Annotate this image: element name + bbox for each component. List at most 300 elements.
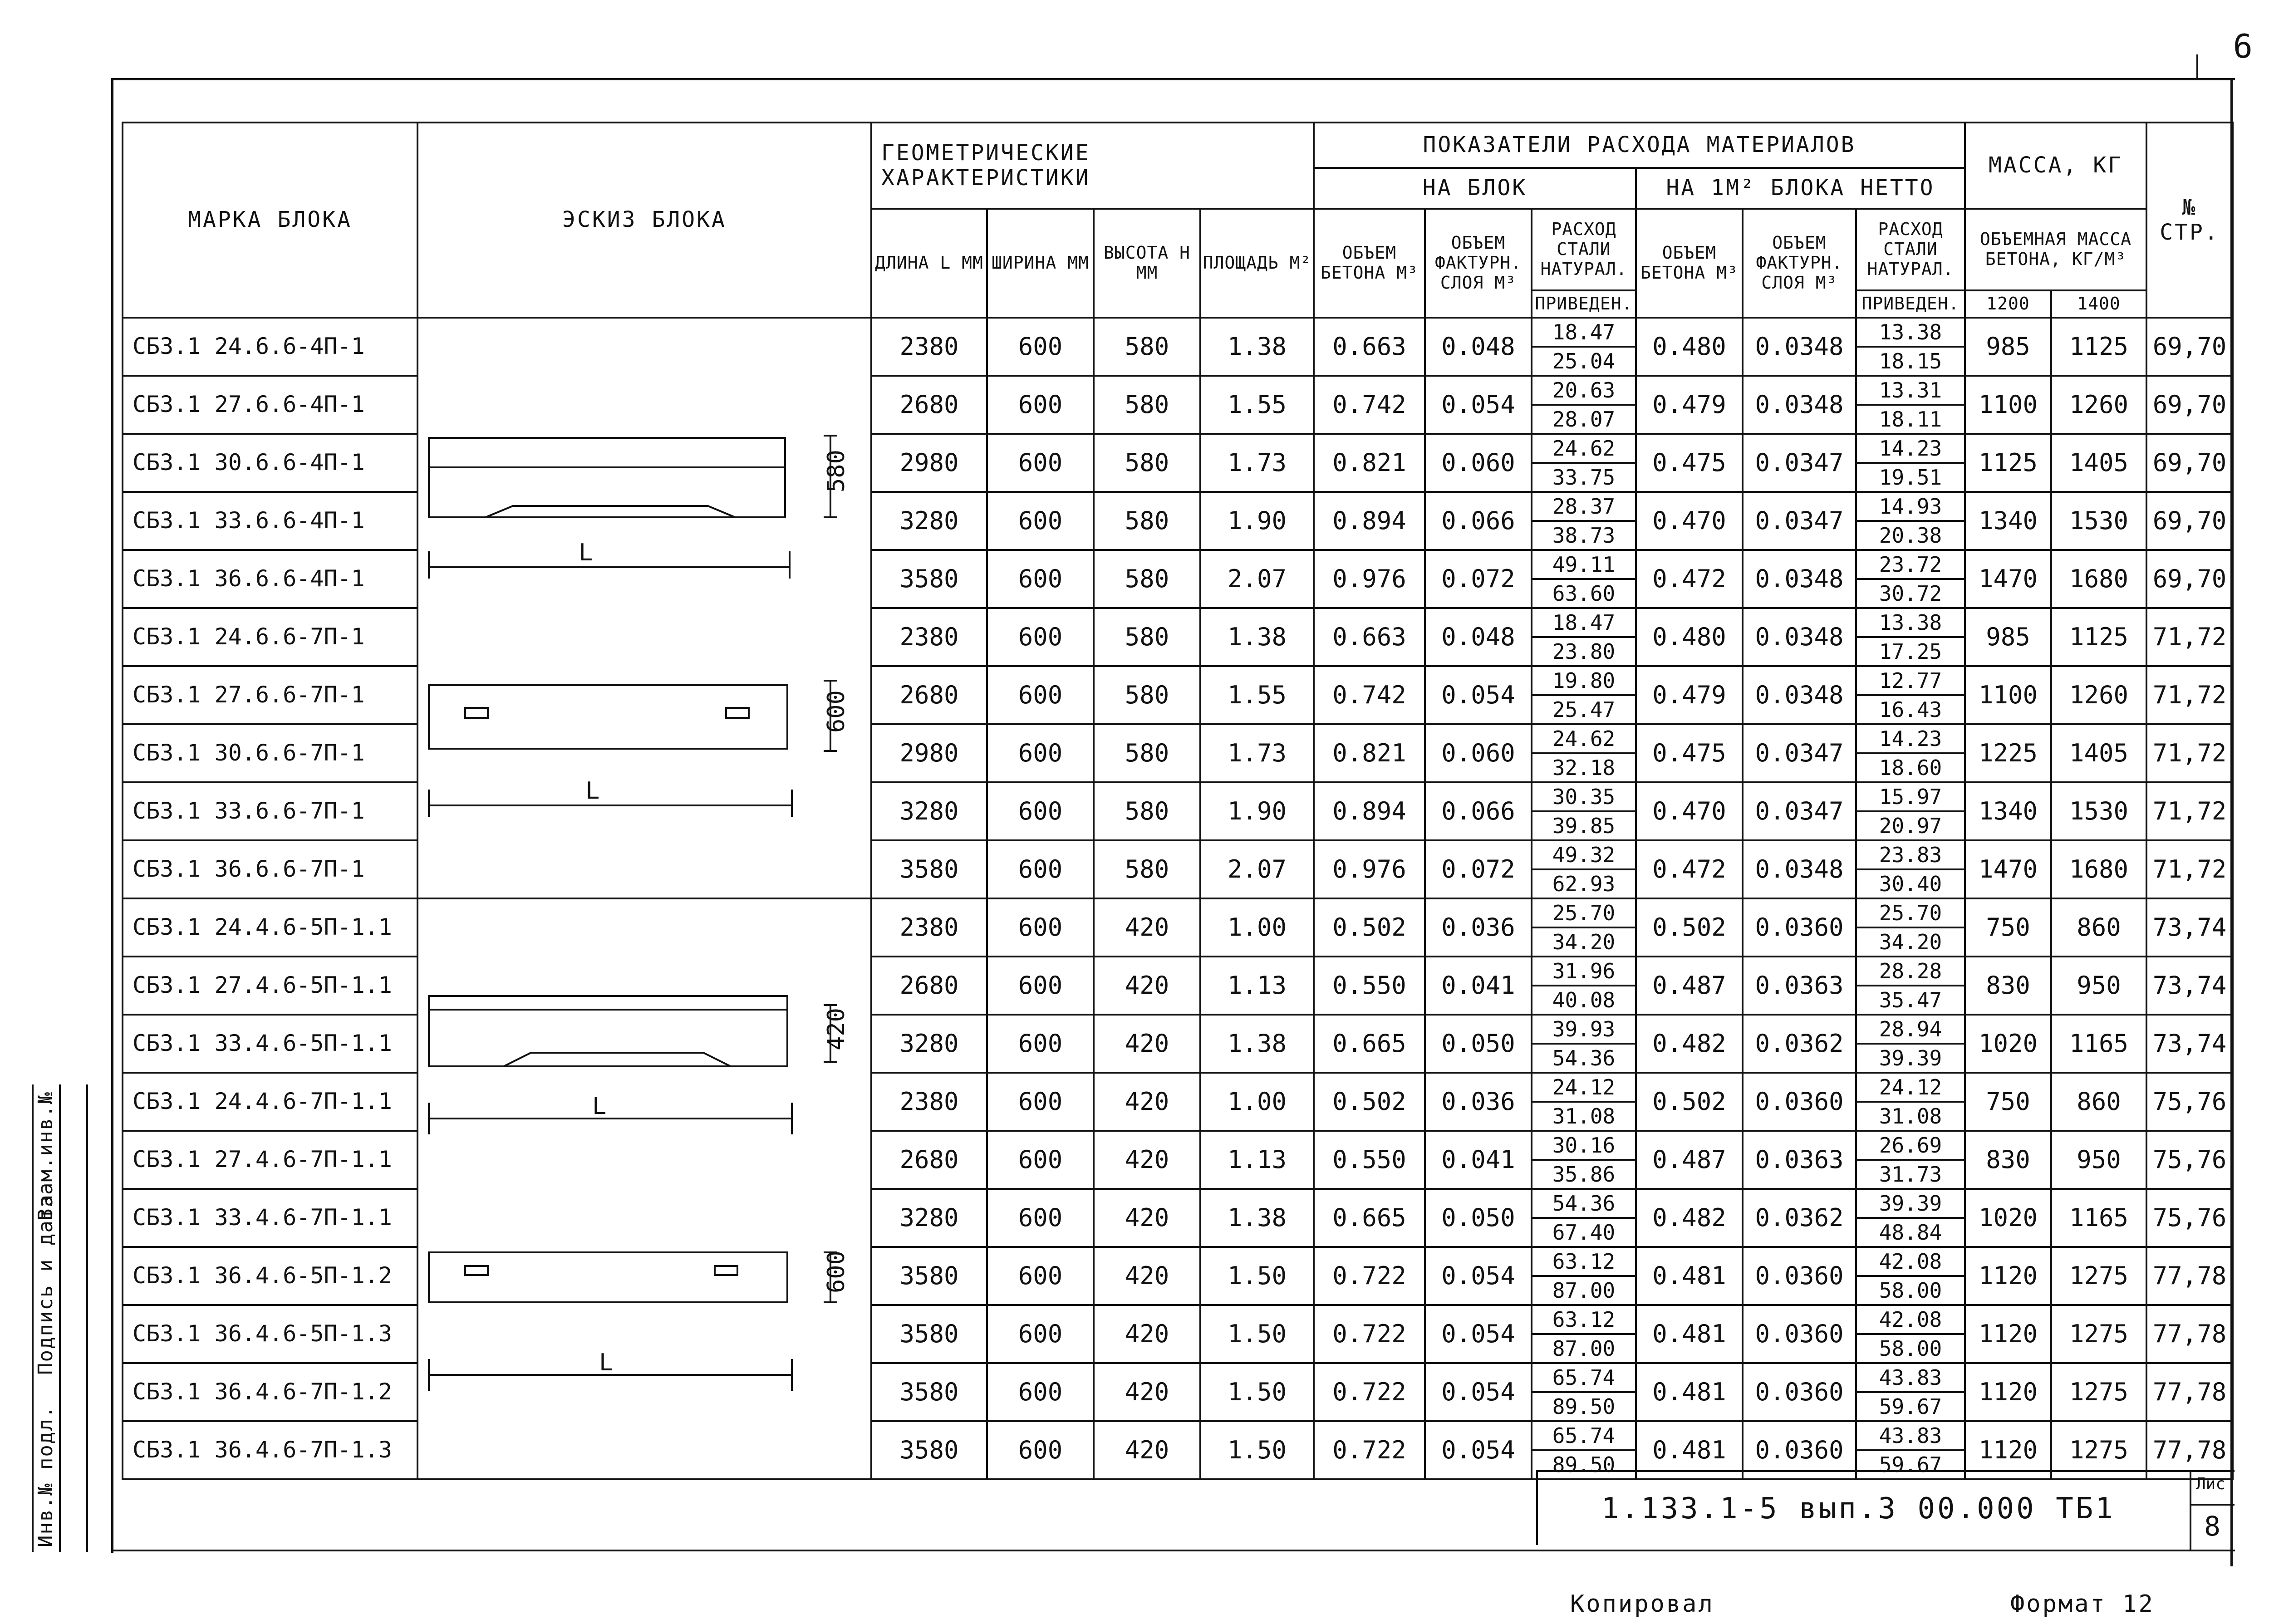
cell-mark: СБ3.1 27.6.6-7П-1 [123, 666, 417, 724]
cell-fv: 0.050 [1425, 1015, 1532, 1073]
steel-m2-cell [1856, 666, 1965, 724]
cell-pg: 71,72 [2146, 666, 2233, 724]
cell-fv: 0.036 [1425, 898, 1532, 957]
cell-cv2: 0.475 [1636, 724, 1743, 782]
cell-w: 600 [987, 1305, 1094, 1363]
cell-sr2: 31.73 [1879, 1162, 1942, 1187]
cell-sr: 87.00 [1552, 1336, 1616, 1361]
steel-m2-cell [1856, 1073, 1965, 1131]
cell-mark: СБ3.1 24.6.6-4П-1 [123, 318, 417, 376]
cell-mark: СБ3.1 36.6.6-4П-1 [123, 550, 417, 608]
cell-len: 2380 [871, 898, 987, 957]
cell-pg: 77,78 [2146, 1247, 2233, 1305]
cell-fv2: 0.0348 [1743, 608, 1856, 666]
cell-h: 580 [1094, 492, 1200, 550]
cell-sr2: 18.11 [1879, 407, 1942, 432]
cell-sr2: 20.38 [1879, 523, 1942, 548]
cell-sn2: 13.31 [1857, 377, 1964, 405]
cell-sr2: 18.15 [1879, 348, 1942, 373]
cell-fv: 0.048 [1425, 318, 1532, 376]
cell-sr: 32.18 [1552, 755, 1616, 780]
cell-sr: 62.93 [1552, 871, 1616, 896]
cell-sr: 28.07 [1552, 407, 1616, 432]
cell-m2: 1125 [2051, 608, 2146, 666]
dim-600b: 600 [823, 1251, 850, 1293]
cell-mark: СБ3.1 30.6.6-4П-1 [123, 434, 417, 492]
cell-fv: 0.066 [1425, 782, 1532, 840]
cell-cv2: 0.472 [1636, 840, 1743, 898]
cell-m1: 1100 [1965, 666, 2051, 724]
sheet-format: Формат 12 [2010, 1590, 2155, 1618]
cell-pg: 75,76 [2146, 1073, 2233, 1131]
cell-cv2: 0.480 [1636, 608, 1743, 666]
cell-sr: 87.00 [1552, 1278, 1616, 1303]
cell-m2: 1165 [2051, 1189, 2146, 1247]
steel-block-cell [1532, 376, 1636, 434]
cell-w: 600 [987, 724, 1094, 782]
cell-area: 1.13 [1200, 1131, 1314, 1189]
steel-block-cell [1532, 318, 1636, 376]
cell-cv2: 0.470 [1636, 492, 1743, 550]
cell-area: 2.07 [1200, 840, 1314, 898]
cell-h: 420 [1094, 898, 1200, 957]
cell-cv2: 0.482 [1636, 1189, 1743, 1247]
cell-fv: 0.054 [1425, 666, 1532, 724]
hdr-fact-vol-m2: ОБЪЕМ ФАКТУРН. СЛОЯ М³ [1743, 209, 1856, 318]
steel-block-cell [1532, 434, 1636, 492]
cell-sr: 89.50 [1552, 1394, 1616, 1419]
cell-m2: 1260 [2051, 376, 2146, 434]
cell-pg: 69,70 [2146, 376, 2233, 434]
cell-m1: 1340 [1965, 782, 2051, 840]
cell-cv: 0.976 [1314, 550, 1425, 608]
frame-top [111, 78, 2235, 80]
cell-sn: 24.12 [1532, 1074, 1635, 1102]
cell-w: 600 [987, 1421, 1094, 1479]
cell-area: 1.55 [1200, 376, 1314, 434]
cell-area: 1.50 [1200, 1421, 1314, 1479]
cell-cv2: 0.481 [1636, 1305, 1743, 1363]
cell-sn: 39.93 [1532, 1016, 1635, 1044]
cell-cv2: 0.481 [1636, 1247, 1743, 1305]
cell-sn2: 23.83 [1857, 841, 1964, 869]
cell-m2: 1530 [2051, 492, 2146, 550]
cell-sn2: 13.38 [1857, 609, 1964, 637]
cell-cv: 0.665 [1314, 1015, 1425, 1073]
cell-len: 2980 [871, 724, 987, 782]
cell-h: 580 [1094, 318, 1200, 376]
cell-sn: 20.63 [1532, 377, 1635, 405]
cell-m1: 1120 [1965, 1363, 2051, 1421]
steel-block-cell [1532, 1131, 1636, 1189]
hdr-height: ВЫСОТА H ММ [1094, 209, 1200, 318]
cell-cv: 0.742 [1314, 666, 1425, 724]
steel-m2-cell [1856, 1247, 1965, 1305]
cell-mark: СБ3.1 36.4.6-5П-1.2 [123, 1247, 417, 1305]
cell-cv: 0.722 [1314, 1363, 1425, 1421]
cell-m1: 985 [1965, 608, 2051, 666]
title-block-code: 1.133.1-5 вып.3 00.000 ТБ1 [1536, 1470, 2190, 1545]
hdr-page-ref: № СТР. [2146, 123, 2233, 318]
cell-w: 600 [987, 782, 1094, 840]
cell-mark: СБ3.1 33.4.6-7П-1.1 [123, 1189, 417, 1247]
cell-sr: 35.86 [1552, 1162, 1616, 1187]
cell-mark: СБ3.1 27.4.6-5П-1.1 [123, 957, 417, 1015]
cell-m2: 860 [2051, 1073, 2146, 1131]
cell-cv: 0.976 [1314, 840, 1425, 898]
cell-h: 420 [1094, 1421, 1200, 1479]
cell-len: 2680 [871, 376, 987, 434]
steel-block-cell [1532, 782, 1636, 840]
cell-h: 580 [1094, 782, 1200, 840]
cell-sn2: 43.83 [1857, 1422, 1964, 1450]
cell-fv2: 0.0360 [1743, 1421, 1856, 1479]
cell-sn2: 14.23 [1857, 725, 1964, 753]
cell-cv: 0.665 [1314, 1189, 1425, 1247]
hdr-per-m2: НА 1М² БЛОКА НЕТТО [1636, 168, 1965, 209]
cell-m2: 1275 [2051, 1363, 2146, 1421]
cell-m2: 1405 [2051, 724, 2146, 782]
cell-mark: СБ3.1 36.6.6-7П-1 [123, 840, 417, 898]
cell-cv2: 0.502 [1636, 1073, 1743, 1131]
cell-m1: 1470 [1965, 550, 2051, 608]
cell-w: 600 [987, 608, 1094, 666]
cell-pg: 71,72 [2146, 782, 2233, 840]
cell-sr: 38.73 [1552, 523, 1616, 548]
steel-m2-cell [1856, 434, 1965, 492]
cell-sn: 65.74 [1532, 1364, 1635, 1392]
cell-sn: 24.62 [1532, 435, 1635, 463]
cell-sn: 25.70 [1532, 899, 1635, 927]
table-row [123, 898, 2233, 957]
dim-420: 420 [823, 1008, 850, 1050]
cell-cv: 0.821 [1314, 434, 1425, 492]
steel-m2-cell [1856, 1015, 1965, 1073]
cell-len: 3280 [871, 1015, 987, 1073]
steel-m2-cell [1856, 724, 1965, 782]
hdr-steel-reduced: ПРИВЕДЕН. [1532, 290, 1636, 318]
cell-pg: 77,78 [2146, 1363, 2233, 1421]
cell-sn: 18.47 [1532, 609, 1635, 637]
dim-580: 580 [823, 450, 850, 492]
cell-m1: 750 [1965, 898, 2051, 957]
steel-block-cell [1532, 1189, 1636, 1247]
cell-sr: 34.20 [1552, 929, 1616, 954]
cell-len: 3580 [871, 1421, 987, 1479]
cell-h: 580 [1094, 608, 1200, 666]
cell-w: 600 [987, 1189, 1094, 1247]
cell-sr2: 17.25 [1879, 639, 1942, 664]
cell-m1: 1020 [1965, 1189, 2051, 1247]
dim-600: 600 [823, 690, 850, 733]
cell-len: 2680 [871, 1131, 987, 1189]
cell-mark: СБ3.1 24.4.6-7П-1.1 [123, 1073, 417, 1131]
steel-block-cell [1532, 1015, 1636, 1073]
cell-m2: 860 [2051, 898, 2146, 957]
frame-tick [2196, 54, 2198, 79]
cell-len: 3580 [871, 1363, 987, 1421]
cell-fv: 0.060 [1425, 724, 1532, 782]
hdr-mark: МАРКА БЛОКА [123, 123, 417, 318]
cell-fv2: 0.0360 [1743, 1363, 1856, 1421]
hdr-fact-vol: ОБЪЕМ ФАКТУРН. СЛОЯ М³ [1425, 209, 1532, 318]
cell-sr2: 18.60 [1879, 755, 1942, 780]
cell-pg: 75,76 [2146, 1189, 2233, 1247]
cell-fv: 0.054 [1425, 376, 1532, 434]
cell-area: 1.38 [1200, 608, 1314, 666]
cell-h: 420 [1094, 957, 1200, 1015]
cell-sn: 18.47 [1532, 319, 1635, 347]
cell-cv2: 0.475 [1636, 434, 1743, 492]
cell-sn2: 12.77 [1857, 667, 1964, 695]
cell-mark: СБ3.1 33.6.6-7П-1 [123, 782, 417, 840]
steel-block-cell [1532, 550, 1636, 608]
steel-block-cell [1532, 608, 1636, 666]
cell-sr2: 48.84 [1879, 1220, 1942, 1245]
cell-pg: 73,74 [2146, 957, 2233, 1015]
cell-fv: 0.060 [1425, 434, 1532, 492]
cell-cv: 0.663 [1314, 608, 1425, 666]
cell-m1: 1470 [1965, 840, 2051, 898]
table-body [123, 318, 2233, 1479]
cell-h: 420 [1094, 1247, 1200, 1305]
frame-bottom [111, 1550, 2235, 1551]
cell-len: 2680 [871, 957, 987, 1015]
cell-area: 1.55 [1200, 666, 1314, 724]
cell-m2: 1165 [2051, 1015, 2146, 1073]
sheet-box [2190, 1470, 2235, 1551]
cell-sr: 25.04 [1552, 348, 1616, 373]
cell-fv: 0.072 [1425, 550, 1532, 608]
cell-mark: СБ3.1 36.4.6-7П-1.2 [123, 1363, 417, 1421]
hdr-steel: РАСХОД СТАЛИ НАТУРАЛ. [1532, 209, 1636, 290]
cell-pg: 69,70 [2146, 492, 2233, 550]
cell-w: 600 [987, 898, 1094, 957]
cell-fv: 0.054 [1425, 1363, 1532, 1421]
cell-fv2: 0.0348 [1743, 376, 1856, 434]
cell-area: 1.73 [1200, 724, 1314, 782]
cell-w: 600 [987, 376, 1094, 434]
cell-len: 3580 [871, 1247, 987, 1305]
cell-pg: 73,74 [2146, 1015, 2233, 1073]
sketch-cell [417, 318, 871, 898]
cell-pg: 71,72 [2146, 724, 2233, 782]
frame-left [111, 78, 113, 1553]
cell-h: 580 [1094, 376, 1200, 434]
hdr-vol-mass: ОБЪЕМНАЯ МАССА БЕТОНА, КГ/М³ [1965, 209, 2146, 290]
cell-fv2: 0.0347 [1743, 782, 1856, 840]
cell-sn2: 25.70 [1857, 899, 1964, 927]
cell-pg: 71,72 [2146, 608, 2233, 666]
cell-mark: СБ3.1 24.6.6-7П-1 [123, 608, 417, 666]
cell-fv2: 0.0348 [1743, 318, 1856, 376]
hdr-materials: ПОКАЗАТЕЛИ РАСХОДА МАТЕРИАЛОВ [1314, 123, 1965, 168]
cell-sr2: 31.08 [1879, 1104, 1942, 1128]
cell-cv: 0.722 [1314, 1421, 1425, 1479]
cell-fv2: 0.0360 [1743, 1247, 1856, 1305]
cell-pg: 77,78 [2146, 1305, 2233, 1363]
cell-area: 1.90 [1200, 492, 1314, 550]
cell-cv2: 0.479 [1636, 666, 1743, 724]
cell-pg: 75,76 [2146, 1131, 2233, 1189]
cell-m2: 1275 [2051, 1421, 2146, 1479]
cell-fv2: 0.0348 [1743, 840, 1856, 898]
cell-sr: 23.80 [1552, 639, 1616, 664]
cell-m2: 1275 [2051, 1247, 2146, 1305]
cell-fv2: 0.0348 [1743, 550, 1856, 608]
cell-cv2: 0.482 [1636, 1015, 1743, 1073]
cell-sn2: 14.93 [1857, 493, 1964, 521]
cell-h: 580 [1094, 724, 1200, 782]
cell-pg: 69,70 [2146, 550, 2233, 608]
hdr-vm1: 1200 [1965, 290, 2051, 318]
cell-len: 2380 [871, 1073, 987, 1131]
cell-sn: 28.37 [1532, 493, 1635, 521]
cell-cv2: 0.481 [1636, 1421, 1743, 1479]
cell-sn2: 13.38 [1857, 319, 1964, 347]
cell-cv2: 0.472 [1636, 550, 1743, 608]
steel-m2-cell [1856, 1363, 1965, 1421]
dim-L-1: L [579, 539, 593, 566]
steel-block-cell [1532, 492, 1636, 550]
cell-area: 1.90 [1200, 782, 1314, 840]
hdr-sketch: ЭСКИЗ БЛОКА [417, 123, 871, 318]
cell-sr: 39.85 [1552, 813, 1616, 838]
cell-m1: 1120 [1965, 1421, 2051, 1479]
cell-sr2: 58.00 [1879, 1278, 1942, 1303]
steel-block-cell [1532, 1305, 1636, 1363]
cell-sn: 49.32 [1532, 841, 1635, 869]
cell-w: 600 [987, 1073, 1094, 1131]
cell-len: 3580 [871, 840, 987, 898]
cell-fv: 0.054 [1425, 1305, 1532, 1363]
cell-w: 600 [987, 492, 1094, 550]
cell-area: 1.38 [1200, 1189, 1314, 1247]
cell-sn: 30.35 [1532, 783, 1635, 811]
cell-cv: 0.722 [1314, 1305, 1425, 1363]
hdr-geometry: ГЕОМЕТРИЧЕСКИЕ ХАРАКТЕРИСТИКИ [871, 123, 1314, 209]
cell-m2: 1530 [2051, 782, 2146, 840]
cell-fv: 0.054 [1425, 1247, 1532, 1305]
steel-m2-cell [1856, 1189, 1965, 1247]
hdr-width: ШИРИНА ММ [987, 209, 1094, 318]
cell-sr: 63.60 [1552, 581, 1616, 606]
cell-mark: СБ3.1 27.4.6-7П-1.1 [123, 1131, 417, 1189]
steel-m2-cell [1856, 608, 1965, 666]
cell-area: 1.50 [1200, 1305, 1314, 1363]
cell-sn: 19.80 [1532, 667, 1635, 695]
cell-w: 600 [987, 1015, 1094, 1073]
cell-sr: 40.08 [1552, 987, 1616, 1012]
cell-fv2: 0.0363 [1743, 957, 1856, 1015]
cell-h: 580 [1094, 550, 1200, 608]
cell-fv2: 0.0363 [1743, 1131, 1856, 1189]
cell-m2: 1405 [2051, 434, 2146, 492]
cell-sr2: 30.40 [1879, 871, 1942, 896]
cell-m2: 950 [2051, 957, 2146, 1015]
cell-area: 2.07 [1200, 550, 1314, 608]
cell-w: 600 [987, 957, 1094, 1015]
cell-area: 1.00 [1200, 1073, 1314, 1131]
cell-len: 2380 [871, 608, 987, 666]
cell-len: 3580 [871, 550, 987, 608]
cell-w: 600 [987, 1247, 1094, 1305]
cell-m2: 1275 [2051, 1305, 2146, 1363]
cell-w: 600 [987, 1131, 1094, 1189]
cell-m1: 1120 [1965, 1247, 2051, 1305]
steel-block-cell [1532, 1363, 1636, 1421]
cell-area: 1.38 [1200, 1015, 1314, 1073]
cell-h: 580 [1094, 666, 1200, 724]
cell-h: 420 [1094, 1015, 1200, 1073]
cell-sn: 49.11 [1532, 551, 1635, 579]
cell-sr: 31.08 [1552, 1104, 1616, 1128]
steel-m2-cell [1856, 550, 1965, 608]
cell-m1: 985 [1965, 318, 2051, 376]
steel-m2-cell [1856, 1305, 1965, 1363]
cell-m2: 1680 [2051, 550, 2146, 608]
cell-m1: 1100 [1965, 376, 2051, 434]
cell-fv2: 0.0360 [1743, 898, 1856, 957]
cell-m1: 1120 [1965, 1305, 2051, 1363]
hdr-per-block: НА БЛОК [1314, 168, 1636, 209]
steel-block-cell [1532, 666, 1636, 724]
cell-sn2: 24.12 [1857, 1074, 1964, 1102]
cell-h: 420 [1094, 1131, 1200, 1189]
cell-fv2: 0.0347 [1743, 724, 1856, 782]
hdr-conc-vol-m2: ОБЪЕМ БЕТОНА М³ [1636, 209, 1743, 318]
sheet-number: 8 [2204, 1511, 2221, 1542]
cell-sr2: 30.72 [1879, 581, 1942, 606]
cell-m1: 1125 [1965, 434, 2051, 492]
cell-m2: 1125 [2051, 318, 2146, 376]
cell-w: 600 [987, 666, 1094, 724]
cell-h: 420 [1094, 1363, 1200, 1421]
cell-cv: 0.894 [1314, 782, 1425, 840]
steel-block-cell [1532, 957, 1636, 1015]
steel-m2-cell [1856, 376, 1965, 434]
cell-sn2: 42.08 [1857, 1306, 1964, 1334]
cell-fv: 0.041 [1425, 957, 1532, 1015]
cell-len: 3280 [871, 1189, 987, 1247]
cell-sr: 89.50 [1552, 1452, 1616, 1477]
cell-w: 600 [987, 318, 1094, 376]
cell-sr: 25.47 [1552, 697, 1616, 722]
hdr-steel-m2: РАСХОД СТАЛИ НАТУРАЛ. [1856, 209, 1965, 290]
cell-sn2: 26.69 [1857, 1132, 1964, 1160]
cell-sr: 54.36 [1552, 1045, 1616, 1070]
cell-fv2: 0.0362 [1743, 1015, 1856, 1073]
cell-area: 1.13 [1200, 957, 1314, 1015]
cell-fv2: 0.0362 [1743, 1189, 1856, 1247]
cell-cv: 0.502 [1314, 898, 1425, 957]
dim-L-3: L [592, 1093, 607, 1120]
cell-sr2: 19.51 [1879, 465, 1942, 490]
steel-m2-cell [1856, 957, 1965, 1015]
cell-cv2: 0.481 [1636, 1363, 1743, 1421]
cell-cv2: 0.470 [1636, 782, 1743, 840]
cell-mark: СБ3.1 36.4.6-7П-1.3 [123, 1421, 417, 1479]
hdr-conc-vol: ОБЪЕМ БЕТОНА М³ [1314, 209, 1425, 318]
cell-cv: 0.550 [1314, 957, 1425, 1015]
dim-L-4: L [599, 1349, 614, 1376]
cell-m1: 1340 [1965, 492, 2051, 550]
cell-cv: 0.502 [1314, 1073, 1425, 1131]
cell-area: 1.00 [1200, 898, 1314, 957]
cell-mark: СБ3.1 30.6.6-7П-1 [123, 724, 417, 782]
steel-block-cell [1532, 724, 1636, 782]
cell-cv: 0.894 [1314, 492, 1425, 550]
